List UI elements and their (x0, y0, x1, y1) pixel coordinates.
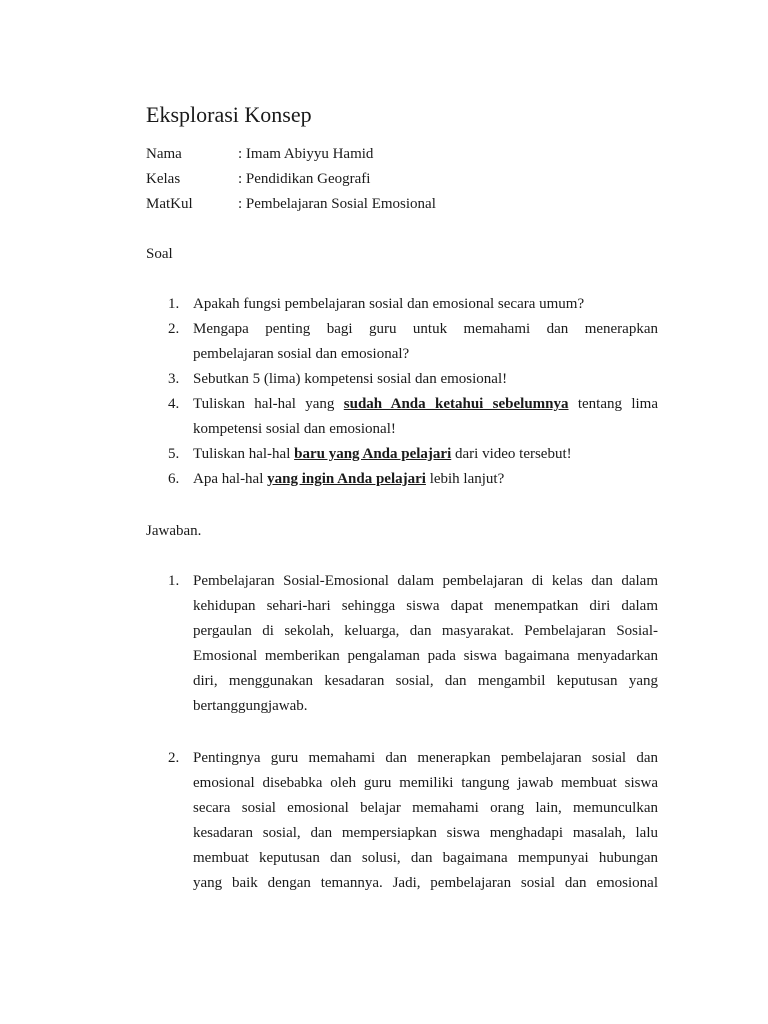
answer-text-line: bertanggungjawab. (193, 698, 308, 714)
item-number: 3. (168, 371, 180, 387)
info-label: Nama (146, 146, 182, 162)
answer-text-line: emosional disebabka oleh guru memiliki tangung jawab membuat siswa (193, 775, 658, 791)
info-label: Kelas (146, 171, 181, 187)
info-row-kelas (146, 169, 370, 189)
info-label: MatKul (146, 196, 193, 212)
question-item (146, 292, 658, 317)
item-number: 5. (168, 446, 180, 462)
question-text: Apakah fungsi pembelajaran sosial dan emosional secara umum? (193, 296, 585, 312)
question-item (146, 317, 658, 367)
question-text-line: Mengapa penting bagi guru untuk memahami dan menerapkan (193, 321, 658, 337)
question-text-line: pembelajaran sosial dan emosional? (193, 346, 410, 362)
answer-text-line: kehidupan sehari-hari sehingga siswa dapat menempatkan diri dalam (193, 598, 658, 614)
answer-text-line: pergaulan di sekolah, keluarga, dan masyarakat. Pembelajaran Sosial- (193, 623, 658, 639)
question-text: Sebutkan 5 (lima) kompetensi sosial dan emosional! (193, 371, 508, 387)
emphasized-phrase: sudah Anda ketahui sebelumnya (343, 396, 569, 412)
answer-text-line: Emosional memberikan pengalaman pada siswa bagaimana menyadarkan (193, 648, 658, 664)
answer-text-line: kesadaran sosial, dan mempersiapkan siswa menghadapi masalah, lalu (193, 825, 658, 841)
answer-item (146, 569, 658, 719)
info-value: : Pendidikan Geografi (238, 171, 371, 187)
question-text-pre: Tuliskan hal-hal yang (193, 396, 344, 412)
document-title: Eksplorasi Konsep (146, 102, 312, 127)
item-number: 4. (168, 396, 180, 412)
question-item (146, 367, 658, 392)
question-text-pre: Apa hal-hal (193, 471, 268, 487)
question-text-line: kompetensi sosial dan emosional! (193, 421, 396, 437)
question-list (146, 292, 658, 492)
answer-list-1 (146, 569, 658, 719)
question-text-post: dari video tersebut! (451, 446, 572, 462)
question-item (146, 392, 658, 442)
soal-heading: Soal (146, 246, 173, 262)
info-row-matkul (146, 194, 436, 214)
answer-text-line: Pentingnya guru memahami dan menerapkan pembelajaran sosial dan (193, 750, 658, 766)
question-text-post: lebih lanjut? (425, 471, 505, 487)
item-number: 2. (168, 321, 180, 337)
item-number: 2. (168, 750, 180, 766)
emphasized-phrase: baru yang Anda pelajari (294, 446, 452, 462)
answer-item (146, 746, 658, 896)
question-text-line (193, 392, 658, 417)
info-value: : Imam Abiyyu Hamid (238, 146, 374, 162)
item-number: 6. (168, 471, 180, 487)
question-text-pre: Tuliskan hal-hal (193, 446, 295, 462)
answer-text-line: membuat keputusan dan solusi, dan bagaimana mempunyai hubungan (193, 850, 658, 866)
question-item (146, 442, 658, 467)
answer-list-2 (146, 746, 658, 896)
emphasized-phrase: yang ingin Anda pelajari (267, 471, 426, 487)
item-number: 1. (168, 296, 180, 312)
answer-text-line: yang baik dengan temannya. Jadi, pembelajaran sosial dan emosional (193, 875, 658, 891)
question-item (146, 467, 658, 492)
question-text-post: tentang lima (568, 396, 658, 412)
info-value: : Pembelajaran Sosial Emosional (238, 196, 436, 212)
answer-text-line: Pembelajaran Sosial-Emosional dalam pembelajaran di kelas dan dalam (193, 573, 658, 589)
answer-text-line: secara sosial emosional belajar memahami orang lain, memunculkan (193, 800, 658, 816)
jawaban-heading: Jawaban. (146, 523, 202, 539)
info-row-nama (146, 144, 373, 164)
item-number: 1. (168, 573, 180, 589)
answer-text-line: diri, menggunakan kesadaran sosial, dan mengambil keputusan yang (193, 673, 658, 689)
